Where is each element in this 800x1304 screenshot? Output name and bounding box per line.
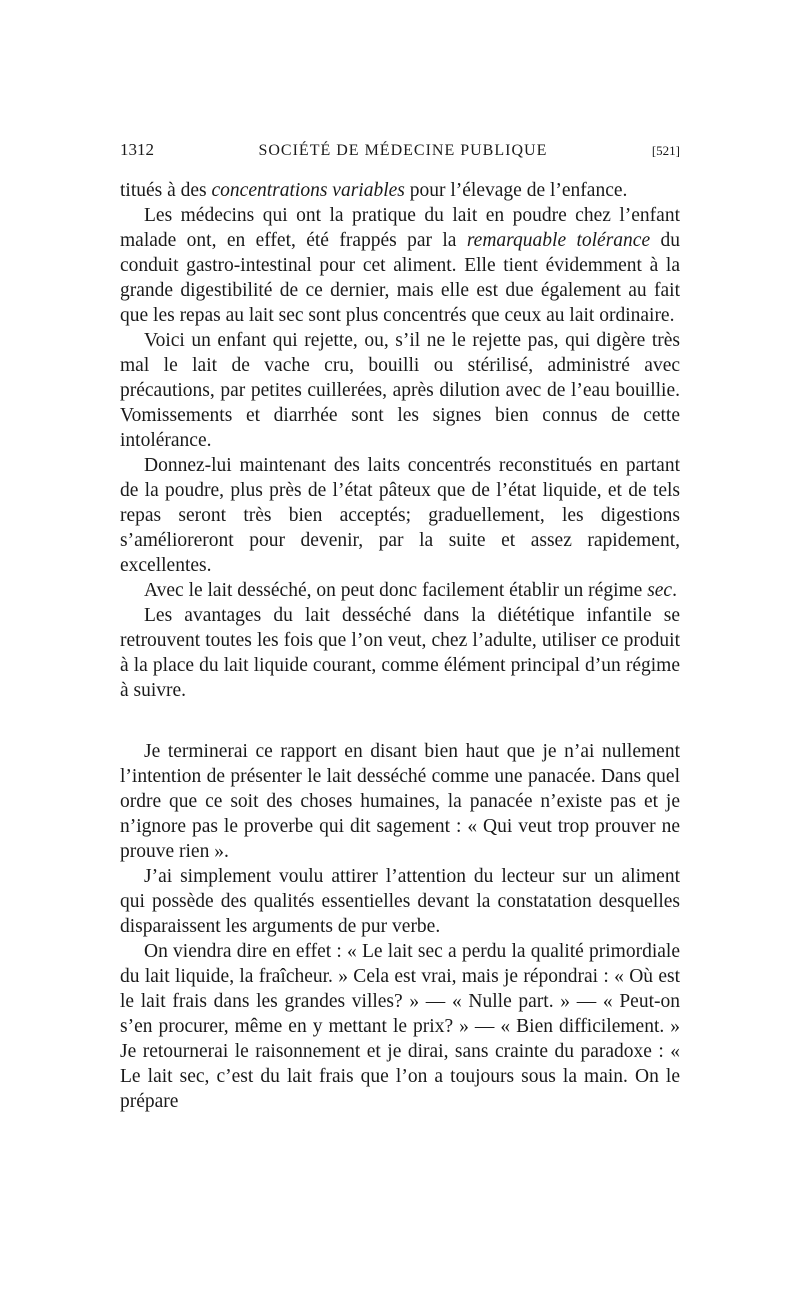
paragraph bbox=[120, 453, 680, 578]
text-run: Je terminerai ce rapport en disant bien haut que je n’ai nullement l’intention de présenter le lait desséché comme une panacée. Dans quel ordre que ce soit des choses humaines, la panacée n’existe pas et je n’ignore pas le proverbe qui dit sagement : « Qui veut trop prouver ne prouve rien ». bbox=[120, 741, 680, 862]
paragraph bbox=[120, 328, 680, 453]
running-title: SOCIÉTÉ DE MÉDECINE PUBLIQUE bbox=[258, 142, 548, 159]
paragraph bbox=[120, 603, 680, 703]
body-text bbox=[120, 178, 680, 1114]
paragraph bbox=[120, 203, 680, 328]
text-run: On viendra dire en effet : « Le lait sec a perdu la qualité primordiale du lait liquide, la fraîcheur. » Cela est vrai, mais je répondrai : « Où est le lait frais dans les grandes villes? » — « Nulle part. » — « Peut-on s’en procurer, même en y mettant le prix? » — « Bien difficilement. » Je retournerai le raisonnement et je dirai, sans crainte du paradoxe : « Le lait sec, c’est du lait frais que l’on a toujours sous la main. On le prépare bbox=[120, 941, 680, 1112]
document-page bbox=[120, 140, 680, 1114]
text-run: . bbox=[672, 580, 677, 601]
paragraph bbox=[120, 939, 680, 1114]
italic-text: sec bbox=[647, 580, 673, 601]
text-run: du conduit gastro-intestinal pour cet aliment. Elle tient évidemment à la grande digestibilité de ce dernier, mais elle est due également au fait que les repas au lait sec sont plus concentrés que ceux au lait ordinaire. bbox=[120, 230, 680, 326]
text-run: titués à des bbox=[120, 180, 212, 201]
text-run: Donnez-lui maintenant des laits concentrés reconstitués en partant de la poudre, plus près de l’état pâteux que de l’état liquide, et de tels repas seront très bien acceptés; graduellement, les digestions s’amélioreront pour devenir, par la suite et assez rapidement, excellentes. bbox=[120, 455, 680, 576]
text-run: pour l’élevage de l’enfance. bbox=[404, 180, 628, 201]
paragraph bbox=[120, 739, 680, 864]
paragraph bbox=[120, 578, 680, 603]
text-run: Les avantages du lait desséché dans la diététique infantile se retrouvent toutes les fois que l’on veut, chez l’adulte, utiliser ce produit à la place du lait liquide courant, comme élément principal d’un régime à suivre. bbox=[120, 605, 680, 701]
text-run: Avec le lait desséché, on peut donc facilement établir un régime bbox=[144, 580, 648, 601]
italic-text: concentrations variables bbox=[211, 180, 405, 201]
text-run: Les médecins qui ont la pratique du lait en poudre chez l’enfant malade ont, en effet, été frappés par la bbox=[120, 205, 680, 251]
text-run: J’ai simplement voulu attirer l’attention du lecteur sur un aliment qui possède des qualités essentielles devant la constatation desquelles disparaissent les arguments de pur verbe. bbox=[120, 866, 680, 937]
running-header bbox=[120, 140, 680, 160]
paragraph bbox=[120, 864, 680, 939]
page-number: 1312 bbox=[120, 140, 154, 159]
bracket-number: [521] bbox=[651, 143, 680, 158]
text-run: Voici un enfant qui rejette, ou, s’il ne le rejette pas, qui digère très mal le lait de vache cru, bouilli ou stérilisé, administré avec précautions, par petites cuillerées, après dilution avec de l’eau bouillie. Vomissements et diarrhée sont les signes bien connus de cette intolérance. bbox=[120, 330, 680, 451]
paragraph bbox=[120, 178, 680, 203]
italic-text: remarquable tolérance bbox=[466, 230, 651, 251]
